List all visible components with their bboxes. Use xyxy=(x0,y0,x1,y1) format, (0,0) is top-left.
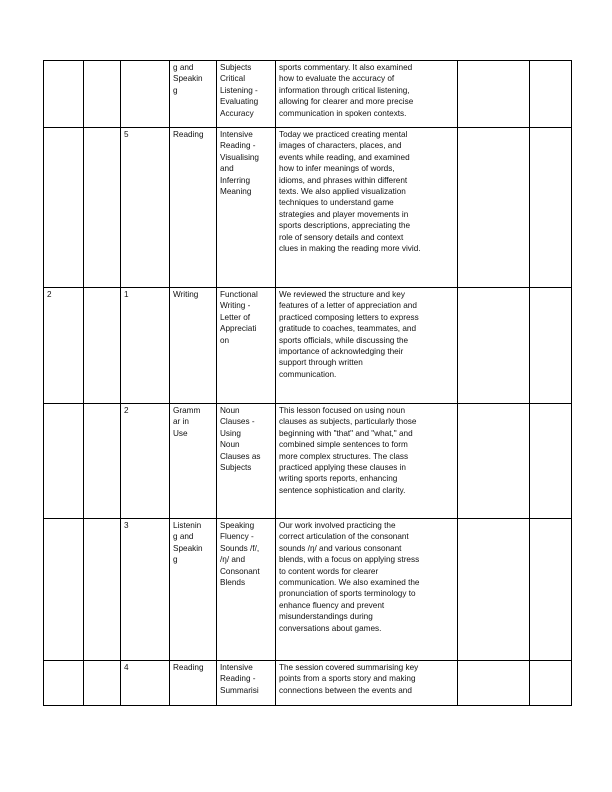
lesson-table xyxy=(43,60,572,706)
summary-cell: We reviewed the structure and key features of a letter of appreciation and practiced composing letters to express gratitude to coaches, teammates, and sports officials, while discussing the importance of acknowledging their support through written communication. xyxy=(276,288,458,404)
strand-cell: Writing xyxy=(170,288,217,404)
empty-cell xyxy=(530,519,572,661)
topic-cell: Intensive Reading - Summarisi xyxy=(217,661,276,706)
empty-cell xyxy=(530,288,572,404)
empty-cell xyxy=(458,128,530,288)
empty-cell xyxy=(530,61,572,128)
empty-cell xyxy=(84,661,121,706)
empty-cell xyxy=(458,404,530,519)
empty-cell xyxy=(458,661,530,706)
table-row xyxy=(44,519,572,661)
empty-cell xyxy=(530,404,572,519)
empty-cell xyxy=(458,288,530,404)
week-cell xyxy=(44,519,84,661)
week-cell xyxy=(44,61,84,128)
lesson-cell: 3 xyxy=(121,519,170,661)
empty-cell xyxy=(84,404,121,519)
topic-cell: Intensive Reading - Visualising and Inferring Meaning xyxy=(217,128,276,288)
empty-cell xyxy=(84,519,121,661)
lesson-cell xyxy=(121,61,170,128)
summary-cell: Today we practiced creating mental images of characters, places, and events while reading, and examined how to infer meanings of words, idioms, and phrases within different texts. We also applied visualization techniques to understand game strategies and player movements in sports descriptions, appreciating the role of sensory details and context clues in making the reading more vivid. xyxy=(276,128,458,288)
empty-cell xyxy=(84,288,121,404)
week-cell xyxy=(44,404,84,519)
summary-cell: Our work involved practicing the correct articulation of the consonant sounds /ŋ/ and various consonant blends, with a focus on applying stress to content words for clearer communication. We also examined the pronunciation of sports terminology to enhance fluency and prevent misunderstandings during conversations about games. xyxy=(276,519,458,661)
week-cell xyxy=(44,661,84,706)
summary-cell: sports commentary. It also examined how to evaluate the accuracy of information through critical listening, allowing for clearer and more precise communication in spoken contexts. xyxy=(276,61,458,128)
empty-cell xyxy=(84,128,121,288)
table-row xyxy=(44,128,572,288)
lesson-cell: 2 xyxy=(121,404,170,519)
table-row xyxy=(44,661,572,706)
empty-cell xyxy=(458,519,530,661)
topic-cell: Subjects Critical Listening - Evaluating Accuracy xyxy=(217,61,276,128)
table-body xyxy=(44,61,572,706)
topic-cell: Noun Clauses - Using Noun Clauses as Subjects xyxy=(217,404,276,519)
empty-cell xyxy=(458,61,530,128)
empty-cell xyxy=(84,61,121,128)
lesson-cell: 1 xyxy=(121,288,170,404)
topic-cell: Functional Writing - Letter of Appreciati on xyxy=(217,288,276,404)
topic-cell: Speaking Fluency - Sounds /f/, /ŋ/ and Consonant Blends xyxy=(217,519,276,661)
strand-cell: Reading xyxy=(170,128,217,288)
empty-cell xyxy=(530,128,572,288)
week-cell xyxy=(44,128,84,288)
strand-cell: Listenin g and Speakin g xyxy=(170,519,217,661)
empty-cell xyxy=(530,661,572,706)
summary-cell: This lesson focused on using noun clauses as subjects, particularly those beginning with "that" and "what," and combined simple sentences to form more complex structures. The class practiced applying these clauses in writing sports reports, enhancing sentence sophistication and clarity. xyxy=(276,404,458,519)
lesson-cell: 5 xyxy=(121,128,170,288)
table-row xyxy=(44,61,572,128)
table-row xyxy=(44,288,572,404)
summary-cell: The session covered summarising key points from a sports story and making connections between the events and xyxy=(276,661,458,706)
table-row xyxy=(44,404,572,519)
week-cell: 2 xyxy=(44,288,84,404)
lesson-cell: 4 xyxy=(121,661,170,706)
strand-cell: Gramm ar in Use xyxy=(170,404,217,519)
strand-cell: Reading xyxy=(170,661,217,706)
strand-cell: g and Speakin g xyxy=(170,61,217,128)
